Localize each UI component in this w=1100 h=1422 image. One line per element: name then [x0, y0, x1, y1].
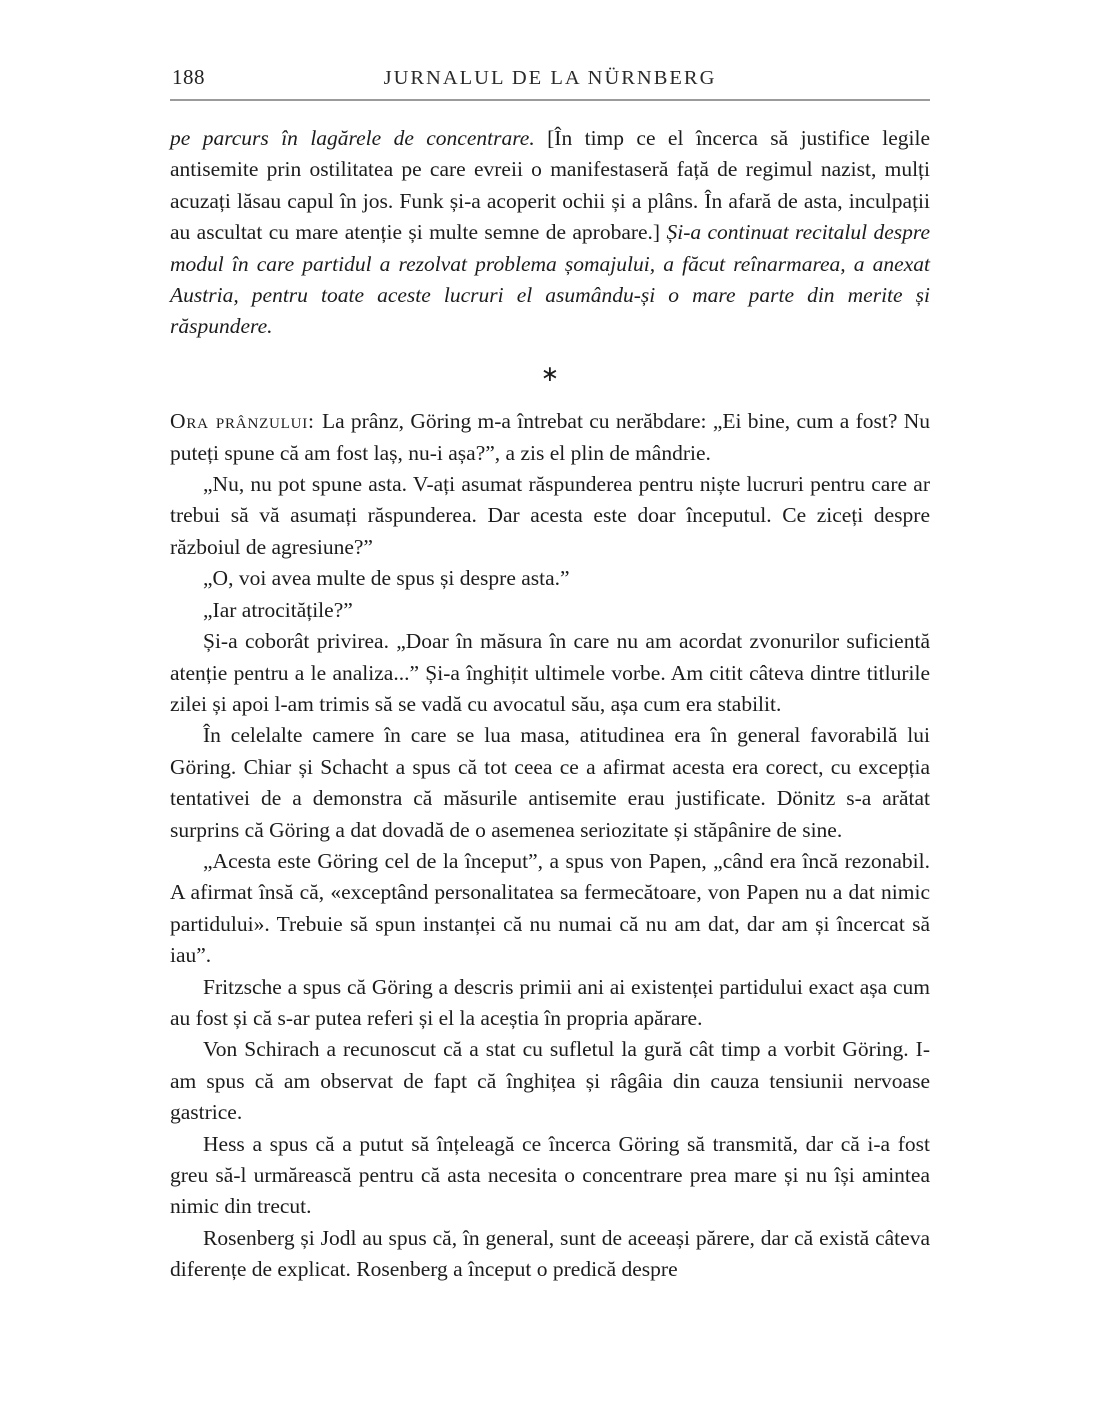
text-run-roman: Hess a spus că a putut să înțeleagă ce încerca Göring să transmită, dar că i-a fost greu să-l urmărească pentru că asta necesita o concentrare prea mare și nu își amintea nimic din trecut.: [170, 1131, 930, 1219]
text-run-roman: Von Schirach a recunoscut că a stat cu sufletul la gură cât timp a vorbit Göring. I-am spus că am observat de fapt că înghițea și râgâia din cauza tensiunii nervoase gastrice.: [170, 1037, 930, 1125]
section-separator-star: ∗: [540, 361, 560, 387]
text-run-roman: [În timp ce el încerca să justifice legile antisemite prin ostilitatea pe care evreii o manifestaseră față de regimul nazist, mulți acuzați lăsau capul în jos. Funk și-a acoperit ochii și a plâns. În afară de asta, inculpații au ascultat cu mare atenție și multe semne de aprobare.]: [170, 126, 930, 245]
paragraph: [170, 469, 930, 563]
paragraph: [170, 1034, 930, 1128]
paragraph: [170, 720, 930, 846]
text-run-roman: La prânz, Göring m-a întrebat cu nerăbdare: „Ei bine, cum a fost? Nu puteți spune că am fost laș, nu-i așa?”, a zis el plin de mândrie.: [170, 409, 930, 465]
running-title: JURNALUL DE LA NÜRNBERG: [383, 67, 717, 89]
paragraph: [170, 626, 930, 720]
text-run-roman: „Acesta este Göring cel de la început”, a spus von Papen, „când era încă rezonabil. A afirmat însă că, «exceptând personalitatea sa fermecătoare, von Papen nu a dat nimic partidului». Trebuie să spun instanței că nu numai că nu am dat, dar am și încercat să iau”.: [170, 848, 930, 968]
text-run-roman: În celelalte camere în care se lua masa, atitudinea era în general favorabilă lui Göring. Chiar și Schacht a spus că tot ceea ce a afirmat acesta era corect, cu excepția tentativei de a demonstra că măsurile antisemite erau justificate. Dönitz s-a arătat surprins că Göring a dat dovadă de o asemenea seriozitate și stăpânire de sine.: [170, 723, 930, 842]
paragraph: [170, 972, 930, 1035]
paragraph: [170, 1223, 930, 1286]
header-rule: [170, 99, 930, 101]
text-run-italic: pe parcurs în lagărele de concentrare.: [170, 126, 548, 150]
page-body: [170, 123, 930, 1286]
text-run-roman: Și-a coborât privirea. „Doar în măsura în care nu am acordat zvonurilor suficientă atenție pentru a le analiza...” Și-a înghițit ultimele vorbe. Am citit câteva dintre titlurile zilei și apoi l-am trimis să se vadă cu avocatul său, așa cum era stabilit.: [170, 629, 930, 716]
paragraph: [170, 595, 930, 626]
paragraph: [170, 406, 930, 469]
page-number: 188: [172, 65, 205, 89]
paragraph: [170, 123, 930, 343]
paragraph: [170, 1129, 930, 1223]
paragraph: [170, 563, 930, 594]
text-run-smallcaps: Ora prânzului:: [170, 409, 322, 434]
text-run-roman: „Iar atrocitățile?”: [203, 597, 353, 622]
text-run-roman: „Nu, nu pot spune asta. V-ați asumat răspunderea pentru niște lucruri pentru care ar trebui să vă asumați răspunderea. Dar acesta este doar începutul. Ce ziceți despre războiul de agresiune?”: [170, 472, 930, 559]
page-header: [170, 64, 930, 90]
paragraph: [170, 846, 930, 972]
text-run-roman: Fritzsche a spus că Göring a descris primii ani ai existenței partidului exact așa cum au fost și că s-ar putea referi și el la aceștia în propria apărare.: [170, 974, 930, 1030]
text-run-roman: „O, voi avea multe de spus și despre asta.”: [203, 566, 570, 591]
text-run-italic: Și-a continuat recitalul despre modul în care partidul a rezolvat problema șomajului, a făcut reînarmarea, a anexat Austria, pentru toate aceste lucruri el asumându-și o mare parte din merite și răspundere.: [170, 220, 930, 339]
text-run-roman: Rosenberg și Jodl au spus că, în general, sunt de aceeași părere, dar că există câteva diferențe de explicat. Rosenberg a început o predică despre: [170, 1225, 930, 1282]
